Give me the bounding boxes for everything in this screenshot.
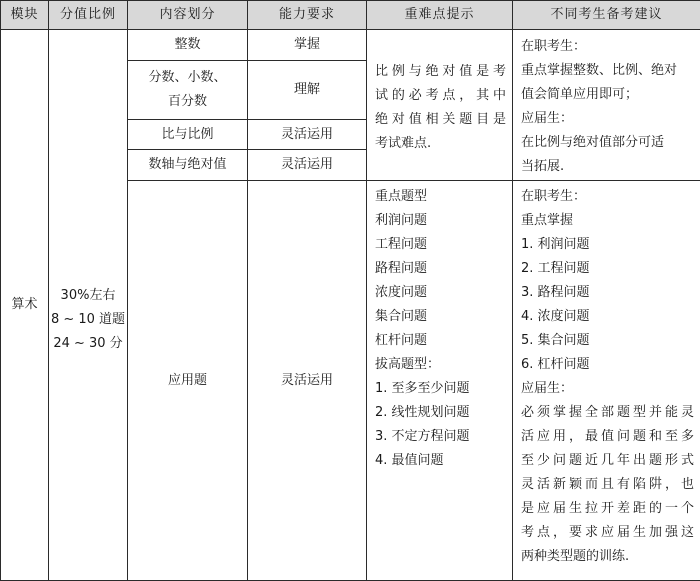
advice-line: 在职考生： — [521, 35, 694, 59]
hint-line: 3. 不定方程问题 — [375, 425, 506, 449]
advice-line: 4. 浓度问题 — [521, 305, 694, 329]
hint-line: 1. 至多至少问题 — [375, 377, 506, 401]
advice-line: 1. 利润问题 — [521, 233, 694, 257]
advice-line: 两种类型题的训练. — [521, 545, 694, 569]
advice-line: 当拓展. — [521, 155, 694, 179]
advice-line: 3. 路程问题 — [521, 281, 694, 305]
hint-line: 4. 最值问题 — [375, 449, 506, 473]
hint-line: 2. 线性规划问题 — [375, 401, 506, 425]
hint-line: 试的必考点，其中 — [375, 84, 506, 108]
ability-cell: 灵活运用 — [248, 181, 367, 581]
score-line: 30%左右 — [49, 284, 127, 308]
content-cell: 比与比例 — [128, 120, 248, 150]
advice-line: 灵活新颖而且有陷阱，也 — [521, 473, 694, 497]
header-row — [1, 1, 700, 30]
ability-cell: 灵活运用 — [248, 150, 367, 181]
header-content: 内容划分 — [128, 1, 248, 30]
hint-line: 考试难点. — [375, 132, 506, 156]
ability-cell: 灵活运用 — [248, 120, 367, 150]
hint-line: 路程问题 — [375, 257, 506, 281]
ability-cell: 掌握 — [248, 30, 367, 61]
header-score: 分值比例 — [49, 1, 128, 30]
advice-line: 在职考生： — [521, 185, 694, 209]
advice-line: 重点掌握 — [521, 209, 694, 233]
advice-line: 5. 集合问题 — [521, 329, 694, 353]
hint-line: 利润问题 — [375, 209, 506, 233]
content-line: 分数、小数、 — [128, 66, 247, 90]
score-cell — [49, 30, 128, 581]
hint-line: 拔高题型： — [375, 353, 506, 377]
content-cell: 整数 — [128, 30, 248, 61]
hint-line: 绝对值相关题目是 — [375, 108, 506, 132]
hint-line: 重点题型 — [375, 185, 506, 209]
table-row — [1, 30, 700, 61]
advice-cell — [513, 30, 700, 181]
hint-line: 比例与绝对值是考 — [375, 60, 506, 84]
advice-line: 至少问题近几年出题形式 — [521, 449, 694, 473]
content-cell: 数轴与绝对值 — [128, 150, 248, 181]
header-module: 模块 — [1, 1, 49, 30]
hint-line: 杠杆问题 — [375, 329, 506, 353]
advice-line: 活应用，最值问题和至多 — [521, 425, 694, 449]
header-ability: 能力要求 — [248, 1, 367, 30]
header-hint: 重难点提示 — [367, 1, 513, 30]
hint-cell — [367, 30, 513, 181]
content-cell — [128, 61, 248, 120]
advice-cell — [513, 181, 700, 581]
advice-line: 考点，要求应届生加强这 — [521, 521, 694, 545]
module-cell: 算术 — [1, 30, 49, 581]
content-cell: 应用题 — [128, 181, 248, 581]
advice-line: 应届生： — [521, 107, 694, 131]
advice-line: 2. 工程问题 — [521, 257, 694, 281]
advice-line: 在比例与绝对值部分可适 — [521, 131, 694, 155]
advice-line: 6. 杠杆问题 — [521, 353, 694, 377]
advice-line: 是应届生拉开差距的一个 — [521, 497, 694, 521]
score-line: 8 ~ 10 道题 — [49, 308, 127, 332]
score-line: 24 ~ 30 分 — [49, 332, 127, 356]
ability-cell: 理解 — [248, 61, 367, 120]
header-advice: 不同考生备考建议 — [513, 1, 700, 30]
hint-cell — [367, 181, 513, 581]
hint-line: 集合问题 — [375, 305, 506, 329]
content-line: 百分数 — [128, 90, 247, 114]
hint-line: 工程问题 — [375, 233, 506, 257]
advice-line: 重点掌握整数、比例、绝对 — [521, 59, 694, 83]
advice-line: 必须掌握全部题型并能灵 — [521, 401, 694, 425]
hint-line: 浓度问题 — [375, 281, 506, 305]
advice-line: 应届生： — [521, 377, 694, 401]
advice-line: 值会简单应用即可； — [521, 83, 694, 107]
